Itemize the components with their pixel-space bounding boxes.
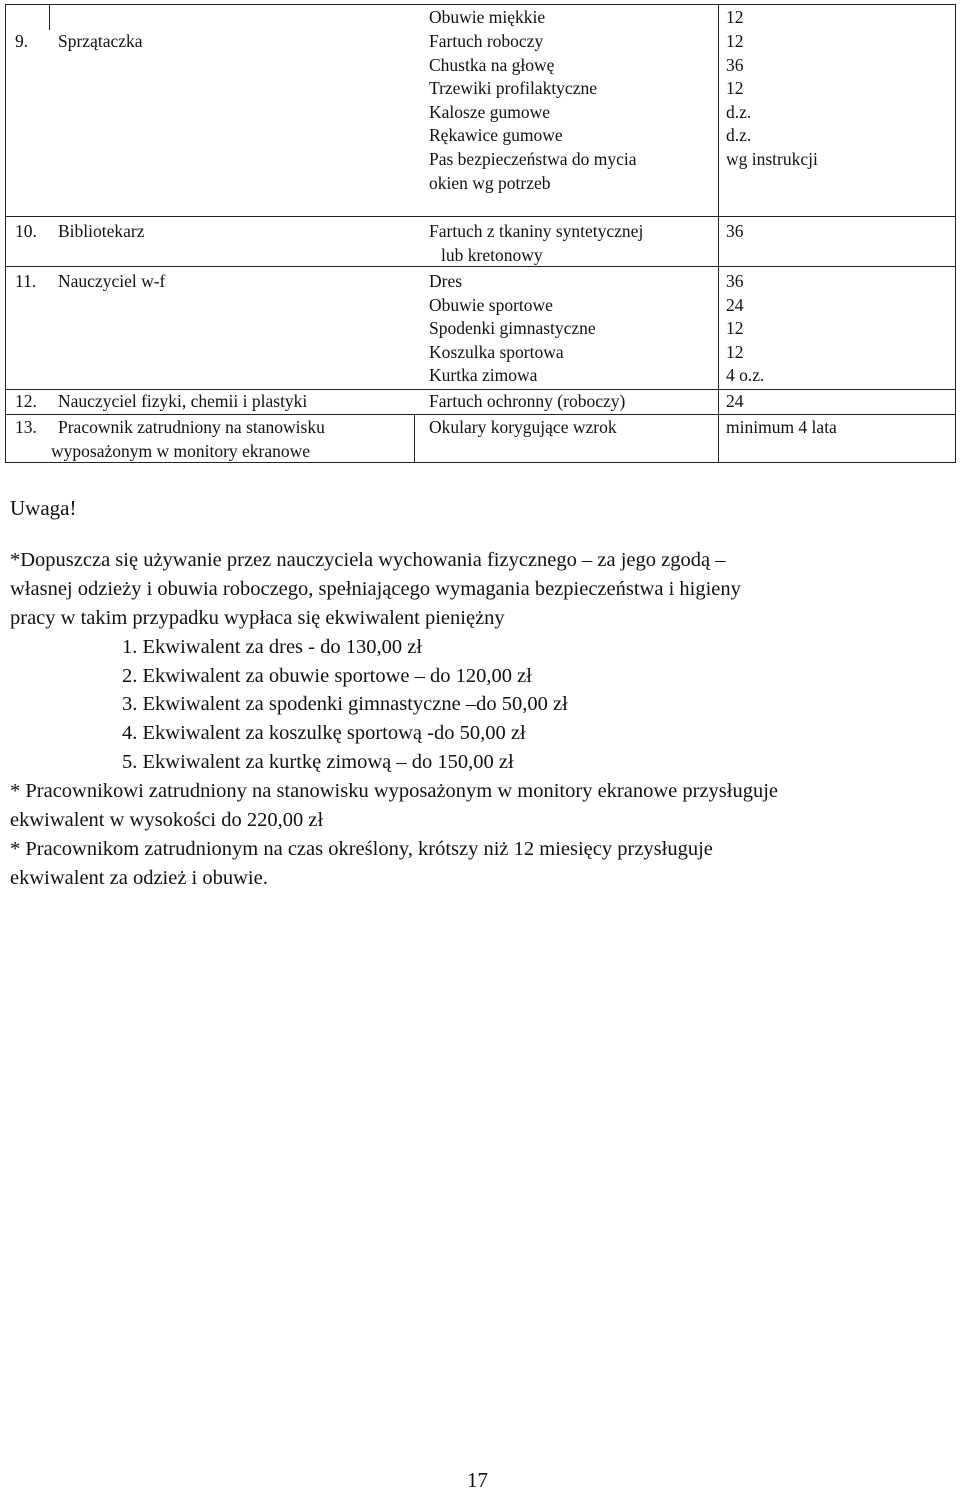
- items-cell: Fartuch z tkaniny syntetycznej lub kretonowy: [429, 221, 644, 265]
- position-cell: Pracownik zatrudniony na stanowisku wyposażonym w monitory ekranowe: [51, 417, 325, 461]
- table-border: [49, 4, 50, 30]
- item-cell: Obuwie miękkie: [429, 7, 546, 27]
- table-border: [5, 216, 956, 217]
- items-cell: Fartuch roboczy Chustka na głowę Trzewiki profilaktyczne Kalosze gumowe Rękawice gumowe Pas bezpieczeństwa do mycia okien wg potrzeb: [429, 31, 637, 193]
- items-cell: Okulary korygujące wzrok: [429, 417, 617, 437]
- periods-cell: minimum 4 lata: [726, 417, 837, 437]
- position-cell: Bibliotekarz: [58, 221, 145, 241]
- position-cell: Nauczyciel fizyki, chemii i plastyki: [58, 391, 308, 411]
- list-item: 2. Ekwiwalent za obuwie sportowe – do 120,00 zł: [122, 665, 532, 687]
- list-item: 1. Ekwiwalent za dres - do 130,00 zł: [122, 636, 423, 658]
- notes-heading: Uwaga!: [10, 496, 77, 520]
- row-number: 13.: [15, 417, 37, 437]
- items-cell: Fartuch ochronny (roboczy): [429, 391, 626, 411]
- notes-intro-line: własnej odzieży i obuwia roboczego, spełniającego wymagania bezpieczeństwa i higieny: [10, 578, 741, 600]
- row-number: 12.: [15, 391, 37, 411]
- table-border: [5, 414, 956, 415]
- period-cell: 12: [726, 7, 744, 27]
- notes-footer-line: * Pracownikowi zatrudniony na stanowisku wyposażonym w monitory ekranowe przysługuje: [10, 780, 779, 802]
- periods-cell: 12 36 12 d.z. d.z. wg instrukcji: [726, 31, 818, 169]
- list-item: 3. Ekwiwalent za spodenki gimnastyczne –do 50,00 zł: [122, 693, 568, 715]
- position-cell: Sprzątaczka: [58, 31, 143, 51]
- notes-footer-line: ekwiwalent w wysokości do 220,00 zł: [10, 809, 324, 831]
- notes-footer-line: * Pracownikom zatrudnionym na czas określony, krótszy niż 12 miesięcy przysługuje: [10, 838, 713, 860]
- table-border: [414, 414, 415, 463]
- table-border: [5, 4, 6, 463]
- row-number: 9.: [15, 31, 29, 51]
- row-number: 10.: [15, 221, 37, 241]
- notes-footer-line: ekwiwalent za odzież i obuwie.: [10, 867, 268, 889]
- items-cell: Dres Obuwie sportowe Spodenki gimnastyczne Koszulka sportowa Kurtka zimowa: [429, 271, 596, 386]
- table-border: [5, 4, 956, 5]
- table-border: [955, 4, 956, 463]
- periods-cell: 36 24 12 12 4 o.z.: [726, 271, 765, 386]
- periods-cell: 36: [726, 221, 744, 241]
- list-item: 4. Ekwiwalent za koszulkę sportową -do 50,00 zł: [122, 722, 526, 744]
- table-border: [718, 4, 719, 463]
- position-cell: Nauczyciel w-f: [58, 271, 166, 291]
- periods-cell: 24: [726, 391, 744, 411]
- clothing-allocation-table: [5, 4, 956, 463]
- notes-intro-line: *Dopuszcza się używanie przez nauczyciela wychowania fizycznego – za jego zgodą –: [10, 549, 726, 571]
- row-number: 11.: [15, 271, 37, 291]
- notes-intro-line: pracy w takim przypadku wypłaca się ekwiwalent pieniężny: [10, 607, 505, 629]
- page-number: 17: [467, 1468, 488, 1492]
- table-row: [429, 6, 545, 30]
- list-item: 5. Ekwiwalent za kurtkę zimową – do 150,00 zł: [122, 751, 514, 773]
